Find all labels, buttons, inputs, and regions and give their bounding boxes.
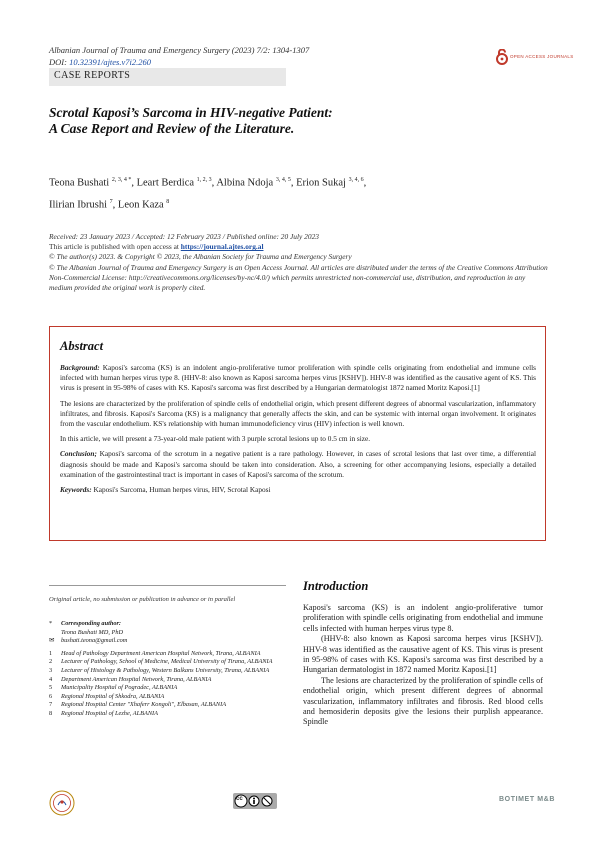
- author-name: Leon Kaza: [117, 199, 164, 210]
- author-list: [49, 171, 366, 214]
- doi-link[interactable]: 10.32391/ajtes.v7i2.260: [69, 57, 152, 67]
- journal-citation: Albanian Journal of Trauma and Emergency Surgery (2023) 7/2: 1304-1307: [49, 45, 310, 55]
- author-name: Albina Ndoja: [216, 177, 274, 189]
- author-affiliation-sup: 2, 3, 4 *: [111, 177, 132, 183]
- section-bar: [49, 68, 286, 86]
- column-divider: [49, 585, 286, 586]
- corresponding-author: * Corresponding author: Teona Bushati MD, PhD: [49, 620, 124, 636]
- section-label: CASE REPORTS: [54, 70, 131, 81]
- introduction-heading: Introduction: [303, 579, 369, 593]
- affiliation-item: 5 Municipality Hospital of Pogradec, ALBANIA: [49, 684, 178, 692]
- license-note: © The Albanian Journal of Trauma and Emergency Surgery is an Open Access Journal. All articles are distributed under the terms of the Creative Commons Attribution Non-Commercial License: http://creativecommons.org/licenses/by-nc/4.0/) which permits unrestricted non-commercial use, distribution, and reproduction in any medium provided the original work is properly cited.: [49, 262, 548, 293]
- affiliation-item: 8 Regional Hospital of Lezhe, ALBANIA: [49, 709, 158, 717]
- author-affiliation-sup: 7: [109, 198, 113, 205]
- author-name: Teona Bushati: [49, 177, 110, 189]
- corresponding-email: ✉ bushati.teona@gmail.com: [49, 637, 128, 645]
- intro-paragraph: (HHV-8: also known as Kaposi sarcoma herpes virus [KSHV]). HHV-8 was identified as the causative agent of KS. This virus is present in 95-98% of cases with KS. Kaposi's sarcoma was first described by a Hungarian dermatologist in 1872 named Moritz Kaposi.[1]: [303, 634, 543, 675]
- title-line-1: Scrotal Kaposi’s Sarcoma in HIV-negative Patient:: [49, 105, 333, 120]
- author-name: Erion Sukaj: [296, 177, 346, 189]
- doi-line: DOI: 10.32391/ajtes.v7i2.260: [49, 57, 152, 67]
- affiliation-item: 6 Regional Hospital of Shkodra, ALBANIA: [49, 692, 165, 700]
- affiliation-item: 4 Department American Hospital Network, Tirana, ALBANIA: [49, 675, 212, 683]
- publication-dates: Received: 23 January 2023 / Accepted: 12 February 2023 / Published online: 20 July 2023: [49, 232, 319, 241]
- abstract-box: [49, 326, 546, 541]
- intro-paragraph: The lesions are characterized by the proliferation of spindle cells of endothelial origin, which present different degrees of abnormal vascularization, inflammatory infiltrates and fibrosis. Red blood cells and hemosiderin deposits give the lesions their purplish appearance. Spindle: [303, 675, 543, 727]
- copyright-note: © The author(s) 2023. & Copyright © 2023, the Albanian Society for Trauma and Emergency Surgery: [49, 252, 352, 262]
- title-line-2: A Case Report and Review of the Literature.: [49, 121, 295, 136]
- society-seal-logo: [49, 790, 75, 816]
- open-access-logo: [494, 49, 574, 65]
- affiliation-item: 1 Head of Pathology Department American Hospital Network, Tirana, ALBANIA: [49, 649, 261, 657]
- article-title: [49, 105, 333, 137]
- publication-meta: [49, 232, 549, 293]
- cc-label: cc: [236, 796, 243, 802]
- abstract-paragraph: The lesions are characterized by the proliferation of spindle cells of endothelial origin, which present different degrees of abnormal vascularization, inflammatory infiltrates, and fibrosis. Kaposi's Sarcoma (KS) is a malignancy that generally affects the skin, and can be systemic with internal organ involvement. It originates from the vascular endothelium. KS's relationship with human immunodeficiency virus (HIV) infection is well known.: [60, 398, 536, 429]
- author-affiliation-sup: 3, 4, 6: [348, 177, 364, 183]
- email-icon: ✉: [49, 637, 55, 645]
- society-seal-icon: [49, 790, 75, 816]
- original-article-note: Original article, no submission or publication in advance or in parallel: [49, 596, 236, 603]
- affiliations-block: [49, 620, 289, 719]
- creative-commons-logo: [233, 793, 277, 809]
- journal-link[interactable]: https://journal.ajtes.org.al: [180, 242, 264, 252]
- abstract-conclusion: Conclusion; Kaposi's sarcoma of the scrotum in a negative patient is a rare pathology. However, in cases of scrotal lesions that last over time, a differential diagnosis should be made and Kaposi's sarcoma should be taken into consideration. Also, a screening for other accompanying lesions, especially a detailed examination of the gastrointestinal tract is important in cases of Kaposi's sarcoma of the scrotum.: [60, 449, 536, 479]
- author-name: Leart Berdica: [136, 177, 195, 189]
- author-line-1: Teona Bushati $^{2, 3, 4 *}$, Leart Berdica $^{1, 2, 3}$, Albina Ndoja $^{3, 4, 5}$, Erion Sukaj $^{3, 4, 6}$,: [49, 177, 367, 189]
- abstract-body: [60, 363, 536, 500]
- intro-paragraph: Kaposi's sarcoma (KS) is an indolent angio-proliferative tumor proliferation with spindle cells originating from endothelial and immune cells infected with human herpes virus type 8.: [303, 603, 543, 633]
- abstract-paragraph: In this article, we will present a 73-year-old male patient with 3 purple scrotal lesions up to 0.5 cm in size.: [60, 434, 371, 444]
- affiliation-item: 7 Regional Hospital Center "Xhaferr Kongoli", Elbasan, ALBANIA: [49, 701, 227, 709]
- abstract-keywords: Keywords: Kaposi's Sarcoma, Human herpes virus, HIV, Scrotal Kaposi: [60, 485, 271, 495]
- introduction-body: [303, 603, 543, 728]
- abstract-heading: Abstract: [60, 339, 104, 353]
- affiliation-item: 3 Lecturer of Histology & Pathology, Western Balkans University, Tirana, ALBANIA: [49, 666, 270, 674]
- open-access-lock-icon: [494, 49, 510, 65]
- publisher-brand: BOTIMET M&B: [499, 796, 555, 803]
- author-line-2: Ilirian Ibrushi $^7$, Leon Kaza $^8$: [49, 198, 170, 210]
- affiliation-item: 2 Lecturer of Pathology, School of Medicine, Medical University of Tirana, ALBANIA: [49, 658, 273, 666]
- author-affiliation-sup: 1, 2, 3: [196, 177, 212, 183]
- author-affiliation-sup: 8: [166, 198, 170, 205]
- abstract-background: Background: Kaposi's sarcoma (KS) is an indolent angio-proliferative tumor proliferation with spindle cells originating from endothelial and immune cells infected with human herpes virus type 8. (HHV-8: also known as Kaposi sarcoma herpes virus [KSHV]). HHV-8 was identified as the causative agent of KS. This virus is present in 95-98% of cases with KS. Kaposi's sarcoma was first described by a Hungarian dermatologist 1872 named Moritz Kaposi.[1]: [60, 363, 536, 393]
- open-access-note: This article is published with open access at https://journal.ajtes.org.al: [49, 242, 264, 252]
- journal-header: [49, 44, 309, 68]
- author-name: Ilirian Ibrushi: [49, 199, 108, 210]
- open-access-logo-text: OPEN ACCESS JOURNALS: [510, 54, 574, 59]
- author-affiliation-sup: 3, 4, 5: [275, 177, 291, 183]
